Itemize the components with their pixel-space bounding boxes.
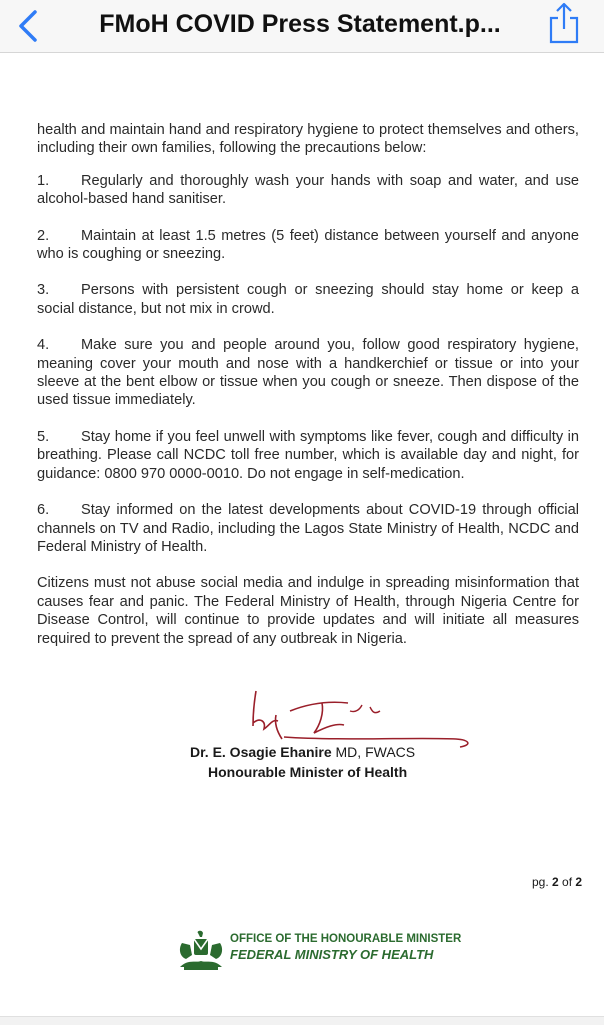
signatory-name: Dr. E. Osagie Ehanire MD, FWACS [190, 744, 416, 760]
pdf-page[interactable] [0, 53, 604, 1024]
footer-ministry-line: FEDERAL MINISTRY OF HEALTH [230, 947, 434, 962]
document-title: FMoH COVID Press Statement.p... [99, 10, 501, 38]
list-item: 6. Stay informed on the latest developments about COVID-19 through official channels on TV and Radio, including the Lagos State Ministry of Health, NCDC and Federal Ministry of Health. [37, 502, 579, 555]
page-number: pg. 2 of 2 [532, 875, 583, 889]
chevron-left-icon [17, 9, 39, 43]
coat-of-arms-icon [176, 929, 226, 973]
share-icon [547, 2, 581, 44]
toolbar [0, 0, 604, 53]
list-item: 2. Maintain at least 1.5 metres (5 feet) distance between yourself and anyone who is coughing or sneezing. [37, 227, 579, 263]
list-item: 1. Regularly and thoroughly wash your hands with soap and water, and use alcohol-based hand sanitiser. [37, 172, 579, 208]
list-item: 5. Stay home if you feel unwell with symptoms like fever, cough and difficulty in breathing. Please call NCDC toll free number, which is available day and night, for guidance: 0800 970 0000-0010. Do not engage in self-medication. [37, 428, 579, 482]
back-button[interactable] [10, 6, 46, 46]
handwritten-signature [220, 681, 520, 751]
list-item: 3. Persons with persistent cough or sneezing should stay home or keep a social distance, but not mix in crowd. [37, 282, 579, 317]
share-button[interactable] [542, 0, 586, 46]
footer-office-line: OFFICE OF THE HONOURABLE MINISTER [230, 933, 462, 945]
intro-paragraph: health and maintain hand and respiratory hygiene to protect themselves and others, including their own families, following the precautions below: [37, 122, 579, 157]
letterhead-footer [176, 927, 476, 977]
signatory-title: Honourable Minister of Health [208, 764, 408, 780]
signature-block [190, 681, 490, 781]
list-item: 4. Make sure you and people around you, follow good respiratory hygiene, meaning cover your mouth and nose with a handkerchief or tissue or into your sleeve at the bent elbow or tissue when you cough or sneeze. Then dispose of the used tissue immediately. [37, 337, 579, 409]
closing-paragraph: Citizens must not abuse social media and indulge in spreading misinformation that causes fear and panic. The Federal Ministry of Health, through Nigeria Centre for Disease Control, will continue to provide updates and will initiate all measures required to prevent the spread of any outbreak in Nigeria. [37, 575, 579, 647]
document-body [37, 121, 579, 666]
